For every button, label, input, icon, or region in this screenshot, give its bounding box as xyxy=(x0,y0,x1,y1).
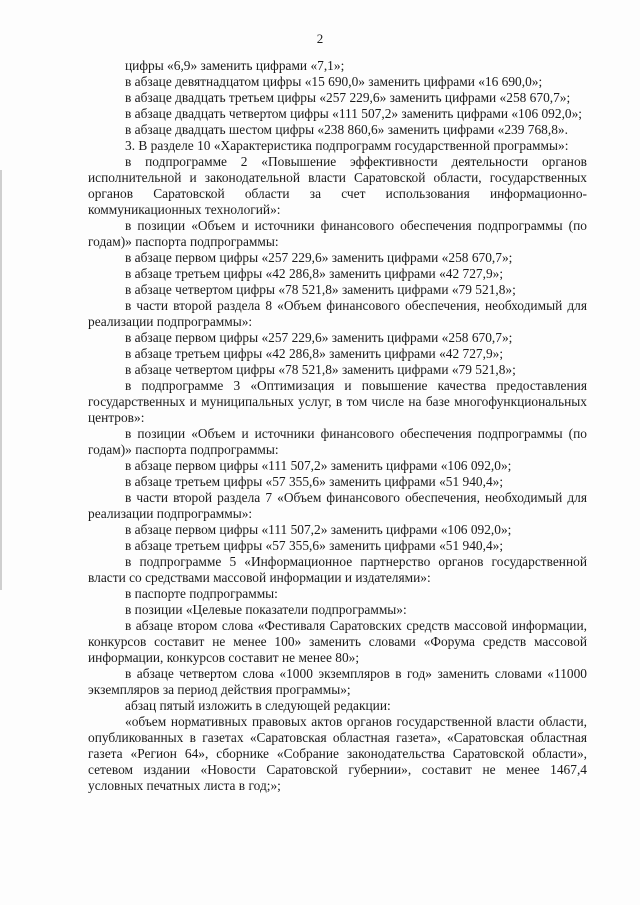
paragraph: в подпрограмме 3 «Оптимизация и повышение качества предоставления государственных и муниципальных услуг, в том числе на базе многофункциональных центров»: xyxy=(88,378,587,425)
paragraph: в абзаце третьем цифры «57 355,6» заменить цифрами «51 940,4»; xyxy=(125,474,504,489)
paragraph: в абзаце двадцать третьем цифры «257 229,6» заменить цифрами «258 670,7»; xyxy=(125,90,571,105)
paragraph: 3. В разделе 10 «Характеристика подпрограмм государственной программы»: xyxy=(125,138,569,153)
paragraph: в абзаце четвертом цифры «78 521,8» заменить цифрами «79 521,8»; xyxy=(125,362,516,377)
paragraph: в абзаце двадцать шестом цифры «238 860,6» заменить цифрами «239 768,8». xyxy=(125,122,568,137)
paragraph: в позиции «Целевые показатели подпрограммы»: xyxy=(125,602,407,617)
paragraph: в части второй раздела 8 «Объем финансового обеспечения, необходимый для реализации подпрограммы»: xyxy=(88,298,587,329)
document-body xyxy=(88,58,587,794)
paragraph: в абзаце первом цифры «111 507,2» заменить цифрами «106 092,0»; xyxy=(125,458,512,473)
paragraph: в абзаце первом цифры «111 507,2» заменить цифрами «106 092,0»; xyxy=(125,522,512,537)
paragraph: в позиции «Объем и источники финансового обеспечения подпрограммы (по годам)» паспорта подпрограммы: xyxy=(88,426,587,457)
paragraph: в абзаце первом цифры «257 229,6» заменить цифрами «258 670,7»; xyxy=(125,330,513,345)
paragraph: в абзаце четвертом цифры «78 521,8» заменить цифрами «79 521,8»; xyxy=(125,282,516,297)
paragraph: в абзаце четвертом слова «1000 экземпляров в год» заменить словами «11000 экземпляров за период действия программы»; xyxy=(88,666,587,697)
paragraph: в абзаце третьем цифры «57 355,6» заменить цифрами «51 940,4»; xyxy=(125,538,504,553)
paragraph: в подпрограмме 2 «Повышение эффективности деятельности органов исполнительной и законодательной власти Саратовской области, государственных органов Саратовской области за счет использования информационно-коммуникационных технологий»: xyxy=(88,154,587,217)
paragraph: в абзаце первом цифры «257 229,6» заменить цифрами «258 670,7»; xyxy=(125,250,513,265)
paragraph: в абзаце третьем цифры «42 286,8» заменить цифрами «42 727,9»; xyxy=(125,266,504,281)
page-number: 2 xyxy=(316,31,324,46)
paragraph: в паспорте подпрограммы: xyxy=(125,586,278,601)
paragraph: в абзаце третьем цифры «42 286,8» заменить цифрами «42 727,9»; xyxy=(125,346,504,361)
paragraph: в абзаце девятнадцатом цифры «15 690,0» заменить цифрами «16 690,0»; xyxy=(125,74,543,89)
paragraph: в абзаце двадцать четвертом цифры «111 507,2» заменить цифрами «106 092,0»; xyxy=(125,106,583,121)
paragraph: цифры «6,9» заменить цифрами «7,1»; xyxy=(125,58,345,73)
paragraph: абзац пятый изложить в следующей редакции: xyxy=(125,698,391,713)
paragraph: в позиции «Объем и источники финансового обеспечения подпрограммы (по годам)» паспорта подпрограммы: xyxy=(88,218,587,249)
paragraph: в абзаце втором слова «Фестиваля Саратовских средств массовой информации, конкурсов составит не менее 100» заменить словами «Форума средств массовой информации, конкурсов составит не менее 80»; xyxy=(88,618,587,665)
paragraph: «объем нормативных правовых актов органов государственной власти области, опубликованных в газетах «Саратовская областная газета», «Саратовская областная газета «Регион 64», сборнике «Собрание законодательства Саратовской области», сетевом издании «Новости Саратовской губернии», составит не менее 1467,4 условных печатных листа в год;»; xyxy=(88,714,587,793)
paragraph: в подпрограмме 5 «Информационное партнерство органов государственной власти со средствами массовой информации и издателями»: xyxy=(88,554,587,585)
paragraph: в части второй раздела 7 «Объем финансового обеспечения, необходимый для реализации подпрограммы»: xyxy=(88,490,587,521)
scan-edge-mark xyxy=(0,170,2,590)
